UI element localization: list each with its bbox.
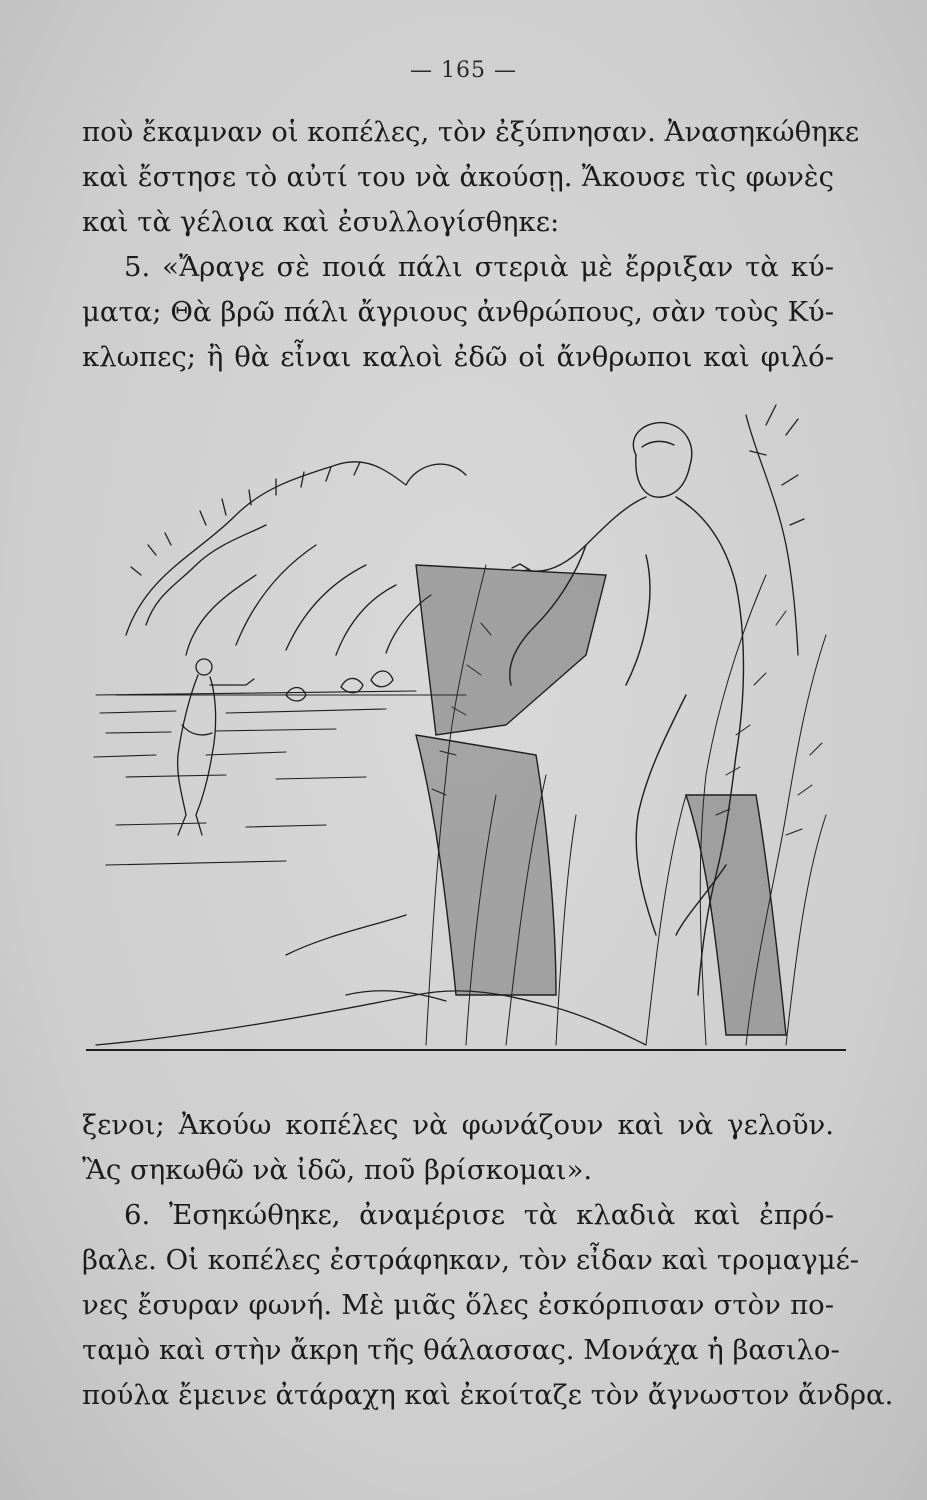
- text-line: κλωπες; ἢ θὰ εἶναι καλοὶ ἐδῶ οἱ ἄνθρωποι καὶ φιλό-: [82, 341, 834, 373]
- text-line: καὶ τὰ γέλοια καὶ ἐσυλλογίσθηκε:: [82, 206, 560, 238]
- text-line: 5. «Ἄραγε σὲ ποιά πάλι στεριὰ μὲ ἔρριξαν τὰ κύ-: [124, 251, 834, 283]
- text-line: Ἂς σηκωθῶ νὰ ἰδῶ, ποῦ βρίσκομαι».: [82, 1154, 593, 1186]
- bare-tree: [746, 405, 804, 655]
- bathers: [286, 671, 393, 701]
- engraving-illustration: [86, 395, 846, 1070]
- text-line: ποὺ ἔκαμναν οἱ κοπέλες, τὸν ἐξύπνησαν. Ἀνασηκώθηκε: [82, 116, 860, 148]
- text-line: βαλε. Οἱ κοπέλες ἐστράφηκαν, τὸν εἶδαν καὶ τρομαγμέ-: [82, 1244, 860, 1276]
- text-line: ξενοι; Ἀκούω κοπέλες νὰ φωνάζουν καὶ νὰ γελοῦν.: [82, 1109, 834, 1141]
- text-block-top: [82, 110, 860, 380]
- odysseus-among-reeds-illustration: [86, 395, 846, 1070]
- text-block-bottom: [82, 1103, 894, 1418]
- maiden-figure: [178, 659, 254, 835]
- page-number: — 165 —: [410, 58, 517, 83]
- text-line: καὶ ἔστησε τὸ αὐτί του νὰ ἀκούσῃ. Ἄκουσε τὶς φωνὲς: [82, 161, 834, 193]
- text-line: πούλα ἔμεινε ἀτάραχη καὶ ἐκοίταζε τὸν ἄγνωστον ἄνδρα.: [82, 1379, 894, 1411]
- text-line: ταμὸ καὶ στὴν ἄκρη τῆς θάλασσας. Μονάχα ἡ βασιλο-: [82, 1334, 840, 1366]
- text-line: ματα; Θὰ βρῶ πάλι ἄγριους ἀνθρώπους, σὰν τοὺς Κύ-: [82, 296, 834, 328]
- text-line: 6. Ἐσηκώθηκε, ἀναμέρισε τὰ κλαδιὰ καὶ ἐπρό-: [124, 1199, 834, 1231]
- background-trees: [116, 462, 466, 695]
- water-lines: [94, 691, 416, 865]
- text-line: νες ἔσυραν φωνή. Μὲ μιᾶς ὅλες ἐσκόρπισαν στὸν πο-: [82, 1289, 834, 1321]
